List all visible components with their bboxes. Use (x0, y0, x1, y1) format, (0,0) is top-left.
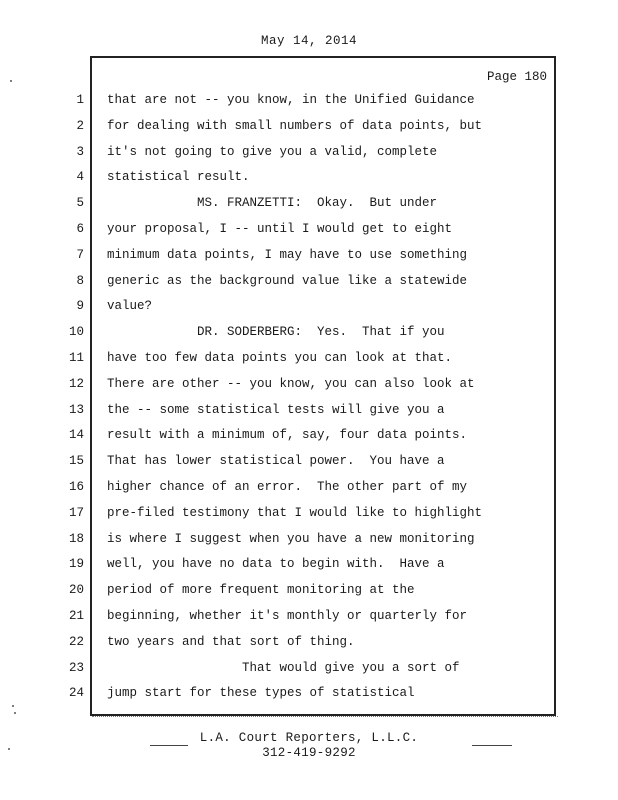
footer-rule-left (150, 745, 188, 746)
header-date: May 14, 2014 (260, 34, 357, 48)
line-number: 5 (76, 196, 84, 211)
line-number: 13 (68, 402, 84, 417)
footer-company: L.A. Court Reporters, L.L.C. (199, 731, 419, 745)
transcript-line: That would give you a sort of (107, 660, 460, 675)
line-number: 6 (76, 221, 84, 236)
line-number: 19 (68, 557, 84, 572)
footer-rule-right (472, 745, 512, 746)
transcript-line: is where I suggest when you have a new monitoring (107, 531, 475, 546)
transcript-line: two years and that sort of thing. (107, 634, 355, 649)
transcript-line: jump start for these types of statistical (107, 686, 415, 701)
page-number: Page 180 (487, 70, 548, 84)
scan-speck (10, 80, 12, 82)
scan-speck (8, 748, 10, 750)
transcript-line: higher chance of an error. The other part of my (107, 479, 468, 494)
transcript-line: that are not -- you know, in the Unified Guidance (107, 93, 475, 107)
line-number: 15 (68, 454, 84, 469)
line-number: 18 (68, 531, 84, 546)
transcript-line: DR. SODERBERG: Yes. That if you (107, 325, 445, 340)
line-number: 21 (68, 608, 84, 623)
transcript-line: pre-filed testimony that I would like to highlight (107, 505, 483, 520)
transcript-line: the -- some statistical tests will give you a (107, 402, 445, 417)
line-number: 23 (68, 660, 84, 675)
line-number: 1 (76, 93, 84, 107)
transcript-line: beginning, whether it's monthly or quarterly for (107, 608, 468, 623)
line-number: 11 (68, 350, 84, 365)
transcript-line: have too few data points you can look at that. (107, 350, 453, 365)
line-number: 4 (76, 170, 84, 185)
line-number: 7 (76, 247, 84, 262)
transcript-line: well, you have no data to begin with. Have a (107, 557, 445, 572)
transcript-line: it's not going to give you a valid, complete (107, 144, 438, 159)
line-number: 9 (76, 299, 84, 314)
scan-speck (12, 705, 14, 707)
line-number: 17 (68, 505, 84, 520)
transcript-line: period of more frequent monitoring at the (107, 583, 415, 598)
transcript-line: generic as the background value like a statewide (107, 273, 468, 288)
transcript-line: statistical result. (107, 170, 250, 185)
line-number: 20 (68, 583, 84, 598)
line-number: 8 (76, 273, 84, 288)
line-number: 12 (68, 376, 84, 391)
transcript-line: result with a minimum of, say, four data points. (107, 428, 468, 443)
transcript-line: That has lower statistical power. You have a (107, 454, 445, 469)
transcript-line: your proposal, I -- until I would get to eight (107, 221, 453, 236)
transcript-line: for dealing with small numbers of data points, but (107, 118, 483, 133)
line-numbers (60, 88, 84, 707)
line-number: 10 (68, 325, 84, 340)
footer-phone: 312-419-9292 (262, 746, 356, 760)
transcript-line: There are other -- you know, you can also look at (107, 376, 475, 391)
scan-speck (14, 712, 16, 714)
transcript-line: MS. FRANZETTI: Okay. But under (107, 196, 438, 211)
footer (0, 731, 618, 761)
line-number: 3 (76, 144, 84, 159)
transcript-body (107, 88, 547, 707)
transcript-line: value? (107, 299, 153, 314)
frame-bottom-shadow (92, 716, 558, 720)
transcript-line: minimum data points, I may have to use something (107, 247, 468, 262)
line-number: 16 (68, 479, 84, 494)
line-number: 14 (68, 428, 84, 443)
line-number: 22 (68, 634, 84, 649)
line-number: 2 (76, 118, 84, 133)
line-number: 24 (68, 686, 84, 701)
